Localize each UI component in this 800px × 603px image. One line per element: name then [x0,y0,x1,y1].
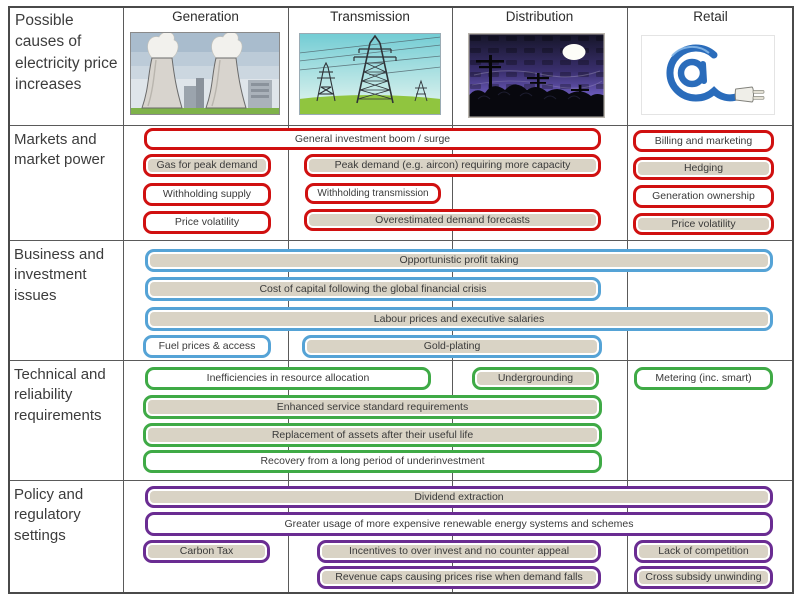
cause-box-fuel-prices-access: Fuel prices & access [143,335,271,358]
cause-box-labour-prices: Labour prices and executive salaries [145,307,773,331]
cause-box-withholding-transmission: Withholding transmission [305,183,441,204]
column-header-retail: Retail [693,9,728,24]
row-label-markets: Markets and market power [14,131,105,169]
cause-box-overestimated-demand-forecasts: Overestimated demand forecasts [304,209,601,231]
column-header-distribution: Distribution [505,9,574,24]
cause-box-revenue-caps: Revenue caps causing prices rise when demand falls [317,566,601,589]
grid-hline-3 [8,360,794,361]
cause-box-recovery-underinvestment: Recovery from a long period of underinvestment [143,450,602,473]
cause-box-replacement-of-assets: Replacement of assets after their useful life [143,423,602,447]
cause-box-enhanced-service-standard: Enhanced service standard requirements [143,395,602,419]
cooling-towers-illustration [130,32,280,115]
cause-box-incentives-to-over-invest: Incentives to over invest and no counter appeal [317,540,601,563]
cause-box-cross-subsidy-unwinding: Cross subsidy unwinding [634,566,773,589]
cause-box-general-investment-boom: General investment boom / surge [144,128,601,150]
figure-title: Possible causes of electricity price increases [15,12,118,94]
cause-box-generation-ownership: Generation ownership [633,185,774,208]
cause-box-cost-of-capital: Cost of capital following the global financial crisis [145,277,601,301]
cause-box-withholding-supply: Withholding supply [143,183,271,206]
row-label-technical: Technical and reliability requirements [14,366,106,424]
cause-box-lack-of-competition: Lack of competition [634,540,773,563]
cause-box-renewable-energy-schemes: Greater usage of more expensive renewable energy systems and schemes [145,512,773,536]
column-header-transmission: Transmission [330,9,410,24]
row-label-business: Business and investment issues [14,246,105,304]
cause-box-inefficiencies-resource-allocation: Inefficiencies in resource allocation [145,367,431,390]
cause-box-opportunistic-profit-taking: Opportunistic profit taking [145,249,773,272]
cause-box-price-volatility-retail: Price volatility [633,213,774,235]
cause-box-dividend-extraction: Dividend extraction [145,486,773,508]
at-sign-plug-illustration [641,35,775,115]
grid-vline-1 [123,6,124,594]
cause-box-peak-demand-aircon: Peak demand (e.g. aircon) requiring more capacity [304,154,601,177]
night-power-poles-illustration [468,33,605,118]
column-header-generation: Generation [172,9,239,24]
cause-box-hedging: Hedging [633,157,774,180]
grid-hline-2 [8,240,794,241]
cause-box-undergrounding: Undergrounding [472,367,599,390]
row-label-policy: Policy and regulatory settings [14,486,84,544]
grid-hline-1 [8,125,794,126]
cause-box-price-volatility-generation: Price volatility [143,211,271,234]
cause-box-gold-plating: Gold-plating [302,335,602,358]
grid-hline-4 [8,480,794,481]
cause-box-gas-for-peak-demand: Gas for peak demand [143,154,271,177]
cause-box-carbon-tax: Carbon Tax [143,540,270,563]
cause-box-billing-and-marketing: Billing and marketing [633,130,774,152]
transmission-pylons-illustration [299,33,441,115]
cause-box-metering-inc-smart: Metering (inc. smart) [634,367,773,390]
